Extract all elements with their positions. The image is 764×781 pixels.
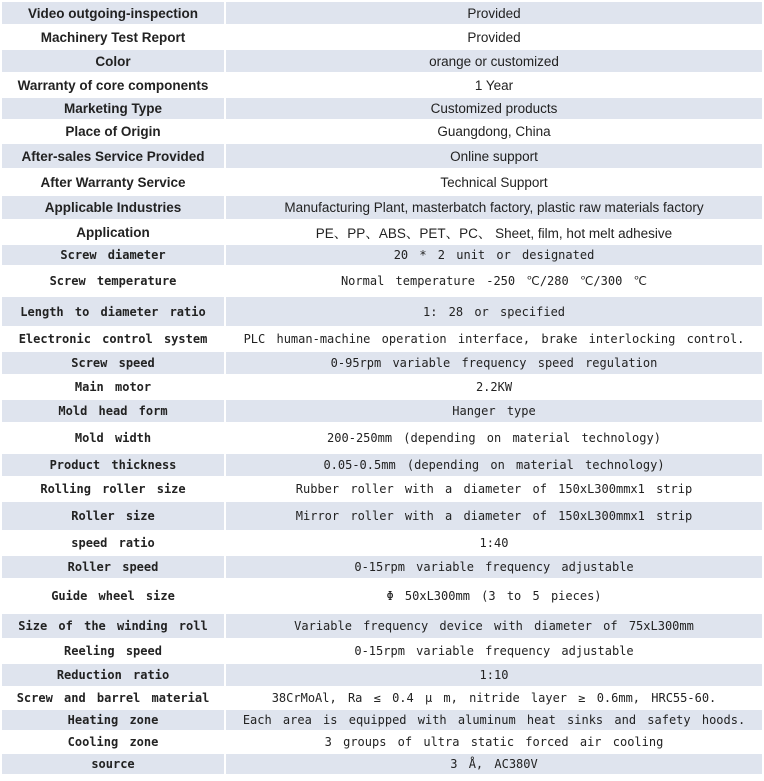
spec-label: Color (2, 50, 224, 72)
spec-label: After Warranty Service (2, 170, 224, 194)
spec-row (2, 710, 762, 730)
spec-row (2, 267, 762, 295)
spec-label: Mold head form (2, 400, 224, 422)
spec-row (2, 754, 762, 774)
spec-label: Product thickness (2, 454, 224, 476)
spec-row (2, 144, 762, 168)
spec-label: Length to diameter ratio (2, 297, 224, 326)
spec-label: Main motor (2, 376, 224, 398)
spec-row (2, 98, 762, 119)
spec-label: Size of the winding roll (2, 614, 224, 638)
spec-label: Video outgoing-inspection (2, 2, 224, 24)
spec-value: 0-15rpm variable frequency adjustable (226, 640, 762, 662)
spec-value: Guangdong, China (226, 121, 762, 142)
spec-value: Φ 50xL300mm (3 to 5 pieces) (226, 580, 762, 612)
spec-value: 1 Year (226, 74, 762, 96)
spec-value: 38CrMoAl, Ra ≤ 0.4 μ m, nitride layer ≥ 0.6mm, HRC55-60. (226, 688, 762, 708)
spec-row (2, 614, 762, 638)
spec-value: Customized products (226, 98, 762, 119)
spec-row (2, 424, 762, 452)
spec-value: 0-95rpm variable frequency speed regulation (226, 352, 762, 374)
spec-row (2, 328, 762, 350)
spec-label: speed ratio (2, 532, 224, 554)
spec-row (2, 478, 762, 500)
spec-row (2, 121, 762, 142)
spec-row (2, 50, 762, 72)
spec-label: source (2, 754, 224, 774)
spec-label: Screw speed (2, 352, 224, 374)
spec-label: Guide wheel size (2, 580, 224, 612)
spec-row (2, 221, 762, 243)
spec-label: Reduction ratio (2, 664, 224, 686)
spec-label: Roller size (2, 502, 224, 530)
spec-value: Normal temperature -250 ℃/280 ℃/300 ℃ (226, 267, 762, 295)
spec-value: 0.05-0.5mm (depending on material technology) (226, 454, 762, 476)
spec-row (2, 297, 762, 326)
spec-label: Warranty of core components (2, 74, 224, 96)
spec-row (2, 196, 762, 219)
spec-label: Roller speed (2, 556, 224, 578)
spec-row (2, 74, 762, 96)
spec-label: Screw and barrel material (2, 688, 224, 708)
spec-row (2, 376, 762, 398)
spec-label: Mold width (2, 424, 224, 452)
spec-row (2, 664, 762, 686)
spec-value: orange or customized (226, 50, 762, 72)
spec-row (2, 580, 762, 612)
spec-value: Variable frequency device with diameter of 75xL300mm (226, 614, 762, 638)
spec-label: Reeling speed (2, 640, 224, 662)
spec-value: Mirror roller with a diameter of 150xL300mmx1 strip (226, 502, 762, 530)
spec-value: Online support (226, 144, 762, 168)
spec-row (2, 732, 762, 752)
spec-row (2, 640, 762, 662)
spec-label: Heating zone (2, 710, 224, 730)
spec-value: 1: 28 or specified (226, 297, 762, 326)
spec-row (2, 245, 762, 265)
spec-label: After-sales Service Provided (2, 144, 224, 168)
spec-label: Application (2, 221, 224, 243)
spec-label: Marketing Type (2, 98, 224, 119)
spec-value: Technical Support (226, 170, 762, 194)
spec-value: Provided (226, 2, 762, 24)
spec-value: 200-250mm (depending on material technology) (226, 424, 762, 452)
spec-row (2, 2, 762, 24)
spec-row (2, 556, 762, 578)
spec-value: Hanger type (226, 400, 762, 422)
spec-value: 3 groups of ultra static forced air cooling (226, 732, 762, 752)
spec-value: Manufacturing Plant, masterbatch factory, plastic raw materials factory (226, 196, 762, 219)
spec-row (2, 400, 762, 422)
spec-value: 1:10 (226, 664, 762, 686)
spec-label: Electronic control system (2, 328, 224, 350)
spec-value: 3 Å, AC380V (226, 754, 762, 774)
spec-label: Applicable Industries (2, 196, 224, 219)
spec-table-body (2, 2, 762, 774)
spec-value: 20 * 2 unit or designated (226, 245, 762, 265)
spec-label: Screw diameter (2, 245, 224, 265)
spec-value: PLC human-machine operation interface, brake interlocking control. (226, 328, 762, 350)
spec-row (2, 170, 762, 194)
spec-row (2, 532, 762, 554)
spec-value: 1:40 (226, 532, 762, 554)
spec-row (2, 502, 762, 530)
spec-label: Place of Origin (2, 121, 224, 142)
spec-value: Provided (226, 26, 762, 48)
spec-label: Rolling roller size (2, 478, 224, 500)
spec-row (2, 454, 762, 476)
spec-value: Rubber roller with a diameter of 150xL300mmx1 strip (226, 478, 762, 500)
spec-value: Each area is equipped with aluminum heat sinks and safety hoods. (226, 710, 762, 730)
spec-label: Cooling zone (2, 732, 224, 752)
spec-row (2, 688, 762, 708)
spec-label: Screw temperature (2, 267, 224, 295)
spec-label: Machinery Test Report (2, 26, 224, 48)
spec-value: 2.2KW (226, 376, 762, 398)
spec-value: PE、PP、ABS、PET、PC、 Sheet, film, hot melt adhesive (226, 221, 762, 243)
spec-row (2, 26, 762, 48)
spec-value: 0-15rpm variable frequency adjustable (226, 556, 762, 578)
spec-row (2, 352, 762, 374)
